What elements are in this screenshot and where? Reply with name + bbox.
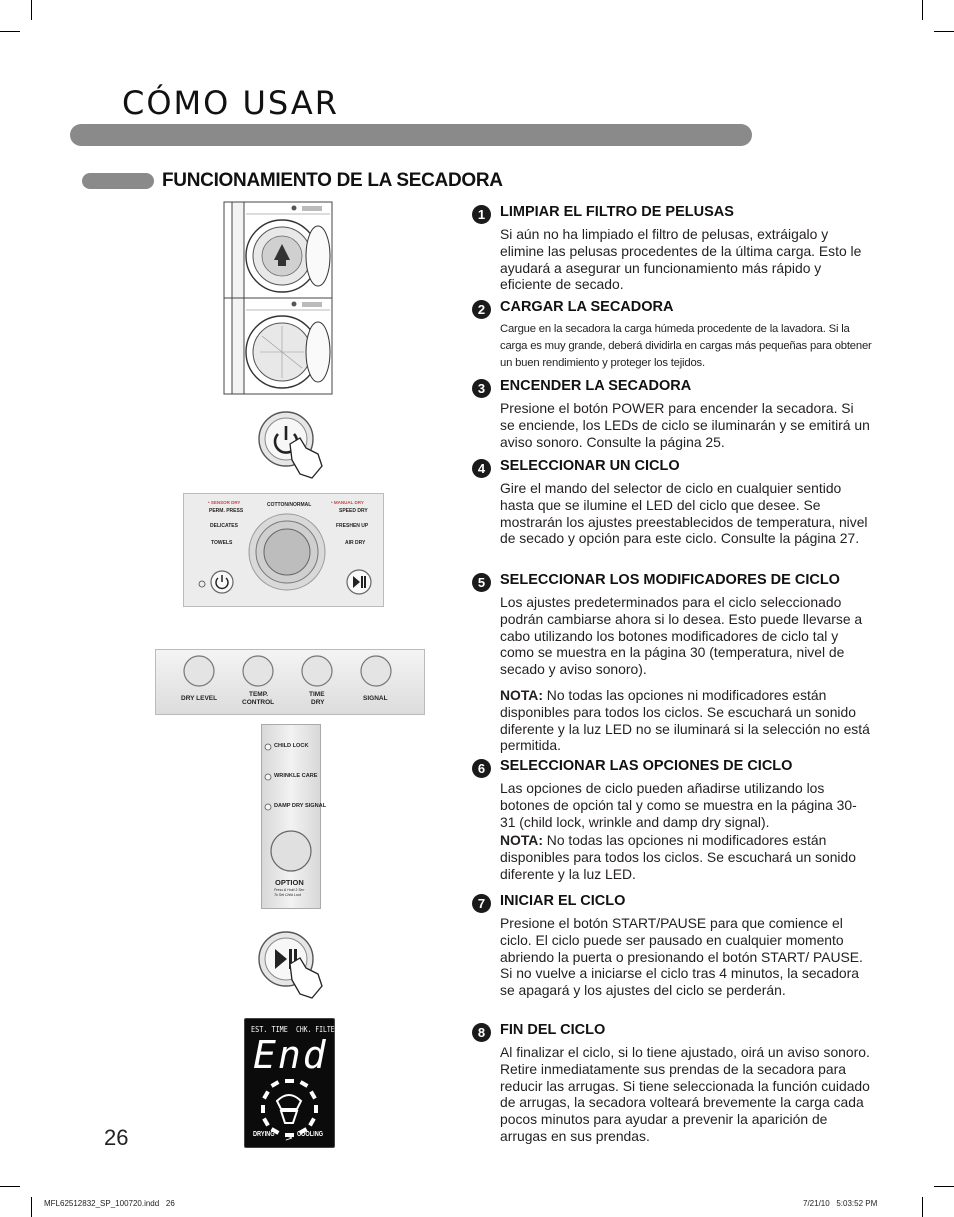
display-chk-filter: CHK. FILTER (296, 1025, 339, 1034)
step-number: 4 (472, 459, 491, 478)
step-number: 1 (472, 205, 491, 224)
power-button-illustration (256, 408, 328, 480)
panel-cycle-right-1: SPEED DRY (339, 508, 368, 514)
modifier-temp-label: TEMP. (249, 691, 269, 698)
step-number: 8 (472, 1023, 491, 1042)
crop-mark (31, 0, 32, 20)
display-cooling: COOLING (297, 1131, 324, 1138)
panel-cycle-left-3: TOWELS (211, 540, 233, 546)
crop-mark (31, 1197, 32, 1217)
step-body: Gire el mando del selector de ciclo en cualquier sentido hasta que se ilumine el LED del ciclo que desee. Se mostrarán los ajustes preestablecidos de temperatura, nivel de secado y opción para este ciclo. Consulte la página 27. (500, 480, 868, 547)
modifier-buttons-illustration (155, 649, 425, 715)
crop-mark (934, 1186, 954, 1187)
modifier-dry-label: DRY (311, 699, 325, 706)
section-title: FUNCIONAMIENTO DE LA SECADORA (162, 170, 503, 191)
crop-mark (922, 0, 923, 20)
step-3 (472, 378, 872, 453)
display-drying: DRYING (253, 1131, 275, 1138)
step-number: 3 (472, 379, 491, 398)
panel-cycle-left-2: DELICATES (210, 523, 238, 529)
note-step-6 (500, 832, 872, 882)
panel-cycle-left-1: PERM. PRESS (209, 508, 244, 514)
page-title: CÓMO USAR (122, 84, 339, 122)
step-body: Los ajustes predeterminados para el ciclo seleccionado podrán cambiarse ahora si lo desea. Esto puede llevarse a cabo utilizando los botones modificadores de ciclo tal y como se muestra en la página 30 (temperatura, nivel de secado y aviso sonoro). (500, 594, 863, 678)
step-6 (472, 758, 872, 838)
option-wrinkle-care-label: WRINKLE CARE (274, 773, 318, 779)
footer-timestamp: 7/21/10 5:03:52 PM (803, 1199, 878, 1208)
step-heading: SELECCIONAR UN CICLO (500, 458, 680, 474)
control-panel-illustration (183, 493, 384, 607)
step-7 (472, 893, 872, 1013)
step-body: Al finalizar el ciclo, si lo tiene ajustado, oirá un aviso sonoro. Retire inmediatamente sus prendas de la secadora para reducir las arrugas. Si tiene seleccionada la función cuidado de arrugas, la secadora volteará brevemente la carga cada pocos minutos para ayudar a prevenir la aparición de arrugas en sus prendas. (500, 1044, 870, 1144)
step-heading: ENCENDER LA SECADORA (500, 378, 692, 394)
note-text: No todas las opciones ni modificadores están disponibles para todos los ciclos. Se escuchará un sonido diferente y la luz LED no se iluminará si la selección no está permitida. (500, 687, 870, 754)
step-heading: FIN DEL CICLO (500, 1022, 606, 1038)
step-8 (472, 1022, 872, 1142)
start-pause-button-illustration (256, 928, 328, 1000)
modifier-dry-level-label: DRY LEVEL (181, 695, 218, 702)
note-text: No todas las opciones ni modificadores están disponibles para todos los ciclos. Se escuchará un sonido diferente y la luz LED. (500, 832, 856, 882)
step-1 (472, 204, 872, 294)
crop-mark (0, 1186, 20, 1187)
display-readout: End (253, 1033, 328, 1077)
dryer-load-illustration (222, 296, 334, 396)
step-heading: SELECCIONAR LOS MODIFICADORES DE CICLO (500, 572, 840, 588)
step-body: Presione el botón START/PAUSE para que comience el ciclo. El ciclo puede ser pausado en cualquier momento abriendo la puerta o presionando el botón START/ PAUSE. Si no vuelve a iniciarse el ciclo tras 4 minutos, la secadora se apagará y los ajustes del ciclo se perderán. (500, 915, 863, 999)
step-body: Si aún no ha limpiado el filtro de pelusas, extráigalo y elimine las pelusas procedentes de la última carga. Esto le ayudará a asegurar un funcionamiento más rápido y eficiente de secado. (500, 226, 862, 293)
note-step-5 (500, 687, 872, 754)
modifier-control-label: CONTROL (242, 699, 275, 706)
step-heading: LIMPIAR EL FILTRO DE PELUSAS (500, 204, 734, 220)
step-body: Presione el botón POWER para encender la secadora. Si se enciende, los LEDs de ciclo se iluminarán y se emitirá un aviso sonoro. Consulte la página 25. (500, 400, 870, 450)
option-note-2: To Set Child Lock (274, 893, 302, 897)
dryer-filter-illustration (222, 200, 334, 300)
step-5 (472, 572, 872, 682)
panel-sensor-dry-label: • SENSOR DRY (208, 500, 241, 505)
svg-text:>: > (284, 1133, 294, 1144)
modifier-time-label: TIME (309, 691, 325, 698)
crop-mark (934, 31, 954, 32)
step-number: 6 (472, 759, 491, 778)
step-heading: SELECCIONAR LAS OPCIONES DE CICLO (500, 758, 793, 774)
section-pill (82, 173, 154, 189)
step-number: 5 (472, 573, 491, 592)
step-heading: CARGAR LA SECADORA (500, 299, 674, 315)
footer-file-name: MFL62512832_SP_100720.indd 26 (44, 1199, 175, 1208)
end-display-illustration (244, 1018, 339, 1148)
panel-manual-dry-label: • MANUAL DRY (331, 500, 364, 505)
step-body: Cargue en la secadora la carga húmeda procedente de la lavadora. Si la carga es muy grande, deberá dividirla en cargas más pequeñas para obtener un buen rendimiento y proteger los tejidos. (500, 323, 872, 369)
step-4 (472, 458, 872, 568)
display-est-time: EST. TIME (251, 1025, 288, 1034)
crop-mark (0, 31, 20, 32)
title-rule-bar (70, 124, 752, 146)
option-child-lock-label: CHILD LOCK (274, 743, 309, 749)
page-number: 26 (104, 1125, 129, 1150)
step-number: 2 (472, 300, 491, 319)
step-body: Las opciones de ciclo pueden añadirse utilizando los botones de opción tal y como se muestra en la página 30-31 (child lock, wrinkle and damp dry signal). (500, 780, 857, 830)
panel-cycle-top: COTTON/NORMAL (267, 502, 312, 508)
step-2 (472, 299, 872, 374)
option-button-label: OPTION (275, 878, 304, 887)
option-panel-illustration (261, 724, 327, 909)
step-number: 7 (472, 894, 491, 913)
panel-cycle-right-3: AIR DRY (345, 540, 366, 546)
crop-mark (922, 1197, 923, 1217)
modifier-signal-label: SIGNAL (363, 695, 388, 702)
option-damp-dry-label: DAMP DRY SIGNAL (274, 803, 327, 809)
note-label: NOTA: (500, 832, 543, 848)
note-label: NOTA: (500, 687, 543, 703)
option-note-1: Press & Hold 3 Sec (274, 888, 305, 892)
step-heading: INICIAR EL CICLO (500, 893, 626, 909)
panel-cycle-right-2: FRESHEN UP (336, 523, 369, 529)
